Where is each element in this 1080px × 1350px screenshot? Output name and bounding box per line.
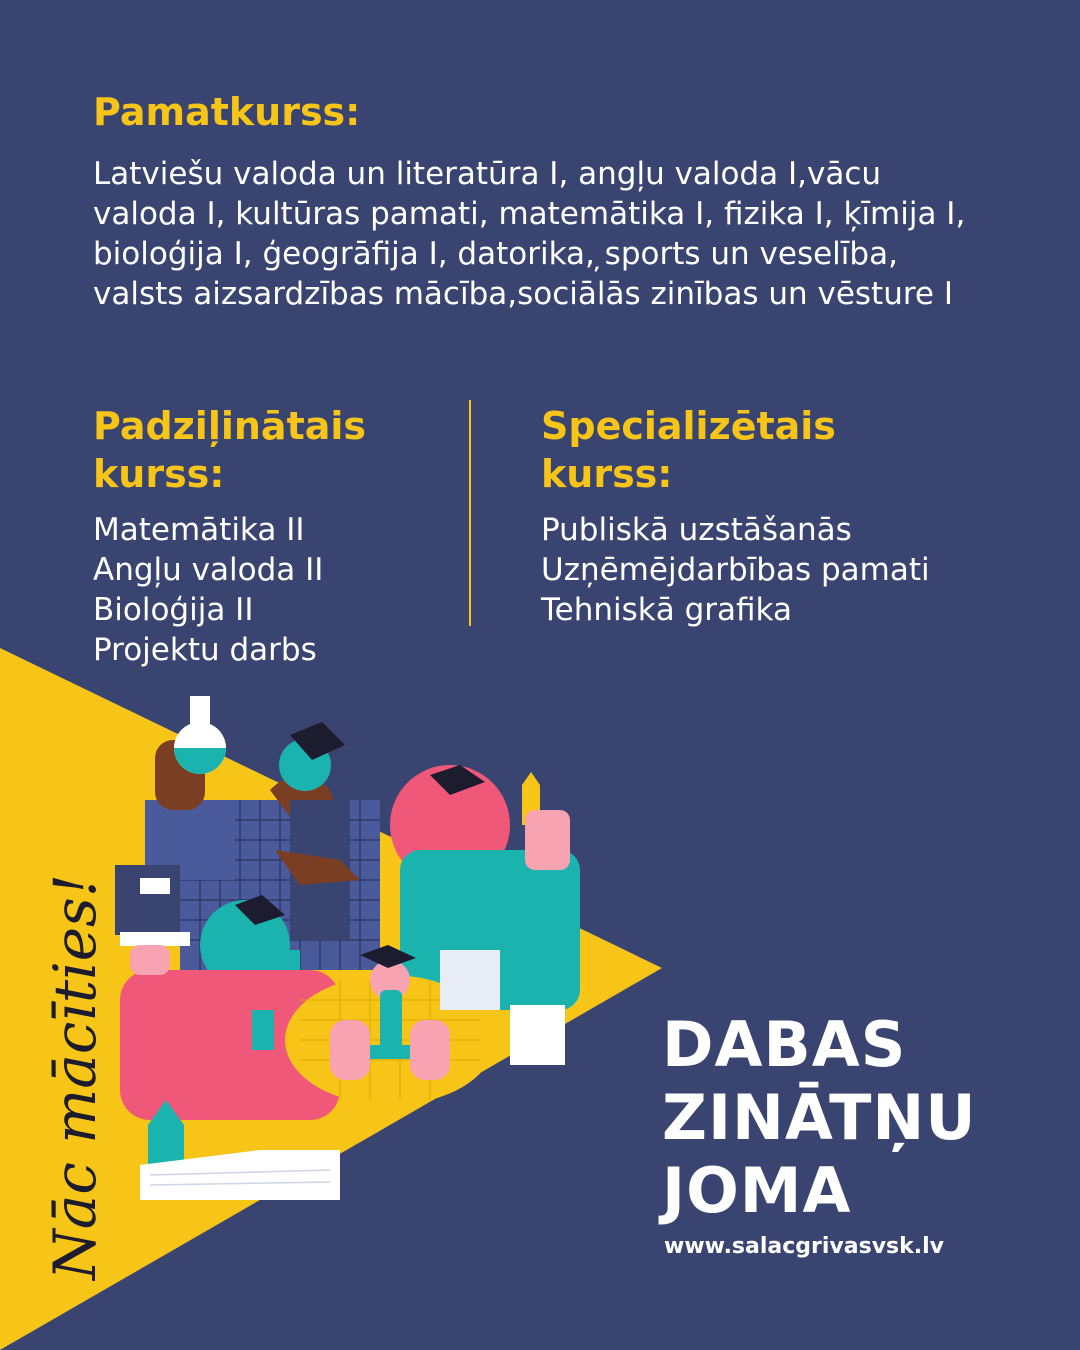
joma-line-3: JOMA: [662, 1154, 852, 1227]
flask-icon: [174, 696, 226, 774]
joma-line-2: ZINĀTŅU: [662, 1081, 977, 1154]
joma-title: [662, 1008, 977, 1227]
website-link[interactable]: www.salacgrivasvsk.lv: [664, 1234, 945, 1259]
list-item: Publiskā uzstāšanās: [541, 512, 852, 548]
list-item: Angļu valoda II: [93, 552, 324, 588]
slogan-text: [40, 790, 120, 1290]
list-item: Bioloģija II: [93, 592, 254, 628]
joma-line-1: DABAS: [662, 1008, 907, 1081]
list-item: Uzņēmējdarbības pamati: [541, 552, 930, 588]
svg-text:Nāc mācīties!: Nāc mācīties!: [41, 873, 109, 1280]
list-item: Projektu darbs: [93, 632, 317, 668]
column-divider: [469, 400, 471, 626]
pamatkurss-title: Pamatkurss:: [93, 90, 361, 134]
padzilinatais-title: Padziļinātais kurss:: [93, 404, 367, 496]
specializetais-list: [541, 510, 930, 630]
list-item: Matemātika II: [93, 512, 305, 548]
pamatkurss-subjects: Latviešu valoda un literatūra I, angļu valoda I,vācu valoda I, kultūras pamati, matemātika I, fizika I, ķīmija I, bioloģija I, ģeogrāfija I, datorika, ̦sports un veselība, valsts aizsardzības mācība,sociālās zinības un vēsture I: [93, 156, 966, 312]
specializetais-title: Specializētais kurss:: [541, 404, 836, 496]
list-item: Tehniskā grafika: [541, 592, 792, 628]
